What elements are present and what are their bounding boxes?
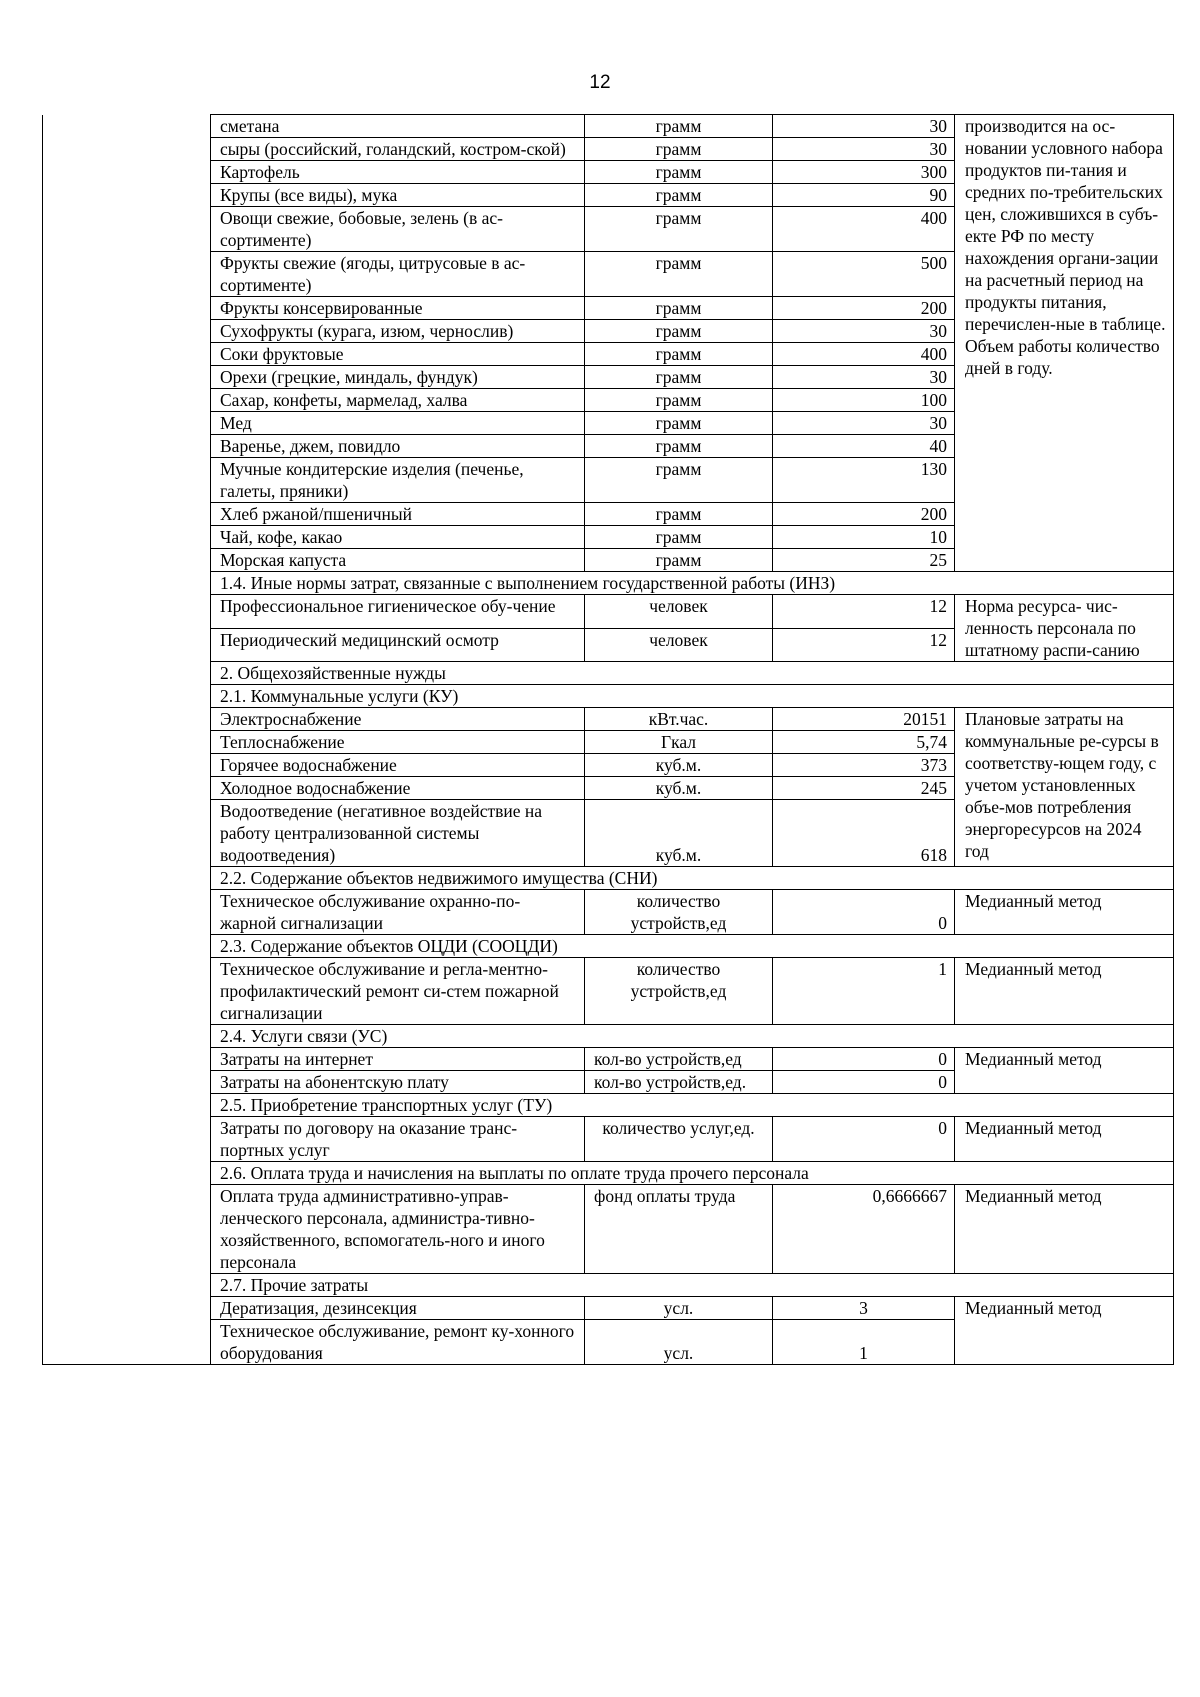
section-note: Медианный метод [955, 1048, 1174, 1094]
item-name: Оплата труда административно-управ-ленческого персонала, администра-тивно-хозяйственного, вспомогатель-ного и иного персонала [211, 1185, 585, 1274]
table-row [43, 958, 1174, 1025]
item-value: 0 [773, 1117, 955, 1162]
item-name: Периодический медицинский осмотр [211, 628, 585, 662]
item-unit: фонд оплаты труда [585, 1185, 773, 1274]
item-name: Крупы (все виды), мука [211, 184, 585, 207]
item-name: Затраты на абонентскую плату [211, 1071, 585, 1094]
section-title: 1.4. Иные нормы затрат, связанные с выполнением государственной работы (ИНЗ) [211, 572, 1174, 595]
item-value: 200 [773, 297, 955, 320]
item-value: 400 [773, 207, 955, 252]
food-note: производится на ос-новании условного набора продуктов пи-тания и средних по-требительских цен, сложившихся в субъ-екте РФ по месту нахождения органи-зации на расчетный период на продукты питания, перечислен-ные в таблице. Объем работы количество дней в году. [955, 115, 1174, 572]
item-name: Техническое обслуживание охранно-по-жарной сигнализации [211, 890, 585, 935]
section-header-row [43, 685, 1174, 708]
section-note: Медианный метод [955, 958, 1174, 1025]
item-value: 0 [773, 890, 955, 935]
item-unit: Гкал [585, 731, 773, 754]
item-value: 30 [773, 138, 955, 161]
item-unit: грамм [585, 412, 773, 435]
norms-table [42, 114, 1174, 1365]
item-value: 25 [773, 549, 955, 572]
item-value: 1 [773, 1320, 955, 1365]
item-name: Затраты по договору на оказание транс-портных услуг [211, 1117, 585, 1162]
item-unit: грамм [585, 503, 773, 526]
section-header-row [43, 662, 1174, 685]
item-name: Техническое обслуживание и регла-ментно-профилактический ремонт си-стем пожарной сигнализации [211, 958, 585, 1025]
item-unit: человек [585, 595, 773, 629]
item-unit: количество услуг,ед. [585, 1117, 773, 1162]
section-note: Норма ресурса- чис-ленность персонала по штатному распи-санию [955, 595, 1174, 662]
item-unit: грамм [585, 435, 773, 458]
item-value: 5,74 [773, 731, 955, 754]
section-header-row [43, 572, 1174, 595]
item-unit: грамм [585, 252, 773, 297]
item-value: 90 [773, 184, 955, 207]
table-row [43, 1297, 1174, 1320]
item-name: Мед [211, 412, 585, 435]
item-name: Затраты на интернет [211, 1048, 585, 1071]
item-value: 100 [773, 389, 955, 412]
item-unit: грамм [585, 366, 773, 389]
item-value: 40 [773, 435, 955, 458]
section-header-row [43, 1274, 1174, 1297]
item-unit: усл. [585, 1320, 773, 1365]
item-unit: усл. [585, 1297, 773, 1320]
item-value: 12 [773, 595, 955, 629]
item-name: Орехи (грецкие, миндаль, фундук) [211, 366, 585, 389]
item-name: Техническое обслуживание, ремонт ку-хонного оборудования [211, 1320, 585, 1365]
page-number: 12 [589, 72, 611, 93]
section-header-row [43, 1025, 1174, 1048]
item-value: 30 [773, 412, 955, 435]
item-name: Хлеб ржаной/пшеничный [211, 503, 585, 526]
item-unit: количество устройств,ед [585, 890, 773, 935]
item-name: Мучные кондитерские изделия (печенье, галеты, пряники) [211, 458, 585, 503]
item-name: Овощи свежие, бобовые, зелень (в ас-сортименте) [211, 207, 585, 252]
table-row [43, 1117, 1174, 1162]
item-name: Холодное водоснабжение [211, 777, 585, 800]
section-header-row [43, 935, 1174, 958]
item-value: 30 [773, 320, 955, 343]
section-title: 2.5. Приобретение транспортных услуг (ТУ) [211, 1094, 1174, 1117]
item-unit: грамм [585, 161, 773, 184]
item-name: Горячее водоснабжение [211, 754, 585, 777]
item-value: 245 [773, 777, 955, 800]
item-value: 1 [773, 958, 955, 1025]
item-name: Электроснабжение [211, 708, 585, 731]
item-unit: количество устройств,ед [585, 958, 773, 1025]
item-value: 400 [773, 343, 955, 366]
table-row [43, 890, 1174, 935]
item-value: 12 [773, 628, 955, 662]
item-value: 500 [773, 252, 955, 297]
item-unit: кол-во устройств,ед. [585, 1071, 773, 1094]
empty-first-column [43, 115, 211, 1365]
item-name: Теплоснабжение [211, 731, 585, 754]
section-header-row [43, 867, 1174, 890]
item-name: Дератизация, дезинсекция [211, 1297, 585, 1320]
item-unit: грамм [585, 343, 773, 366]
item-name: Профессиональное гигиеническое обу-чение [211, 595, 585, 629]
item-unit: кол-во устройств,ед [585, 1048, 773, 1071]
section-title: 2. Общехозяйственные нужды [211, 662, 1174, 685]
item-unit: грамм [585, 115, 773, 138]
item-value: 30 [773, 115, 955, 138]
item-unit: человек [585, 628, 773, 662]
table-row [43, 115, 1174, 138]
item-name: Фрукты консервированные [211, 297, 585, 320]
section-title: 2.4. Услуги связи (УС) [211, 1025, 1174, 1048]
item-unit: кВт.час. [585, 708, 773, 731]
item-value: 618 [773, 800, 955, 867]
item-name: сыры (российский, голандский, костром-ской) [211, 138, 585, 161]
section-note: Медианный метод [955, 1185, 1174, 1274]
item-value: 0 [773, 1071, 955, 1094]
section-note: Медианный метод [955, 1117, 1174, 1162]
item-unit: грамм [585, 389, 773, 412]
item-value: 200 [773, 503, 955, 526]
section-note: Плановые затраты на коммунальные ре-сурсы в соответству-ющем году, с учетом установленных объе-мов потребления энергоресурсов на 2024 год [955, 708, 1174, 867]
item-unit: куб.м. [585, 800, 773, 867]
item-value: 373 [773, 754, 955, 777]
item-name: Чай, кофе, какао [211, 526, 585, 549]
section-header-row [43, 1094, 1174, 1117]
item-value: 10 [773, 526, 955, 549]
item-value: 0 [773, 1048, 955, 1071]
item-name: Сухофрукты (курага, изюм, чернослив) [211, 320, 585, 343]
item-unit: куб.м. [585, 754, 773, 777]
section-note: Медианный метод [955, 890, 1174, 935]
table-row [43, 595, 1174, 629]
table-row [43, 708, 1174, 731]
item-name: Морская капуста [211, 549, 585, 572]
item-name: Картофель [211, 161, 585, 184]
item-unit: грамм [585, 138, 773, 161]
item-unit: куб.м. [585, 777, 773, 800]
item-unit: грамм [585, 526, 773, 549]
item-name: Варенье, джем, повидло [211, 435, 585, 458]
item-name: сметана [211, 115, 585, 138]
item-name: Соки фруктовые [211, 343, 585, 366]
item-value: 300 [773, 161, 955, 184]
section-note: Медианный метод [955, 1297, 1174, 1365]
section-title: 2.6. Оплата труда и начисления на выплаты по оплате труда прочего персонала [211, 1162, 1174, 1185]
item-name: Фрукты свежие (ягоды, цитрусовые в ас-сортименте) [211, 252, 585, 297]
section-header-row [43, 1162, 1174, 1185]
item-value: 3 [773, 1297, 955, 1320]
item-value: 130 [773, 458, 955, 503]
section-title: 2.2. Содержание объектов недвижимого имущества (СНИ) [211, 867, 1174, 890]
item-unit: грамм [585, 207, 773, 252]
item-unit: грамм [585, 184, 773, 207]
item-unit: грамм [585, 297, 773, 320]
item-name: Сахар, конфеты, мармелад, халва [211, 389, 585, 412]
item-value: 0,6666667 [773, 1185, 955, 1274]
item-unit: грамм [585, 549, 773, 572]
table-row [43, 1048, 1174, 1071]
item-unit: грамм [585, 320, 773, 343]
item-name: Водоотведение (негативное воздействие на работу централизованной системы водоотведения) [211, 800, 585, 867]
item-unit: грамм [585, 458, 773, 503]
table-row [43, 1185, 1174, 1274]
section-title: 2.3. Содержание объектов ОЦДИ (СООЦДИ) [211, 935, 1174, 958]
section-title: 2.1. Коммунальные услуги (КУ) [211, 685, 1174, 708]
item-value: 30 [773, 366, 955, 389]
item-value: 20151 [773, 708, 955, 731]
section-title: 2.7. Прочие затраты [211, 1274, 1174, 1297]
